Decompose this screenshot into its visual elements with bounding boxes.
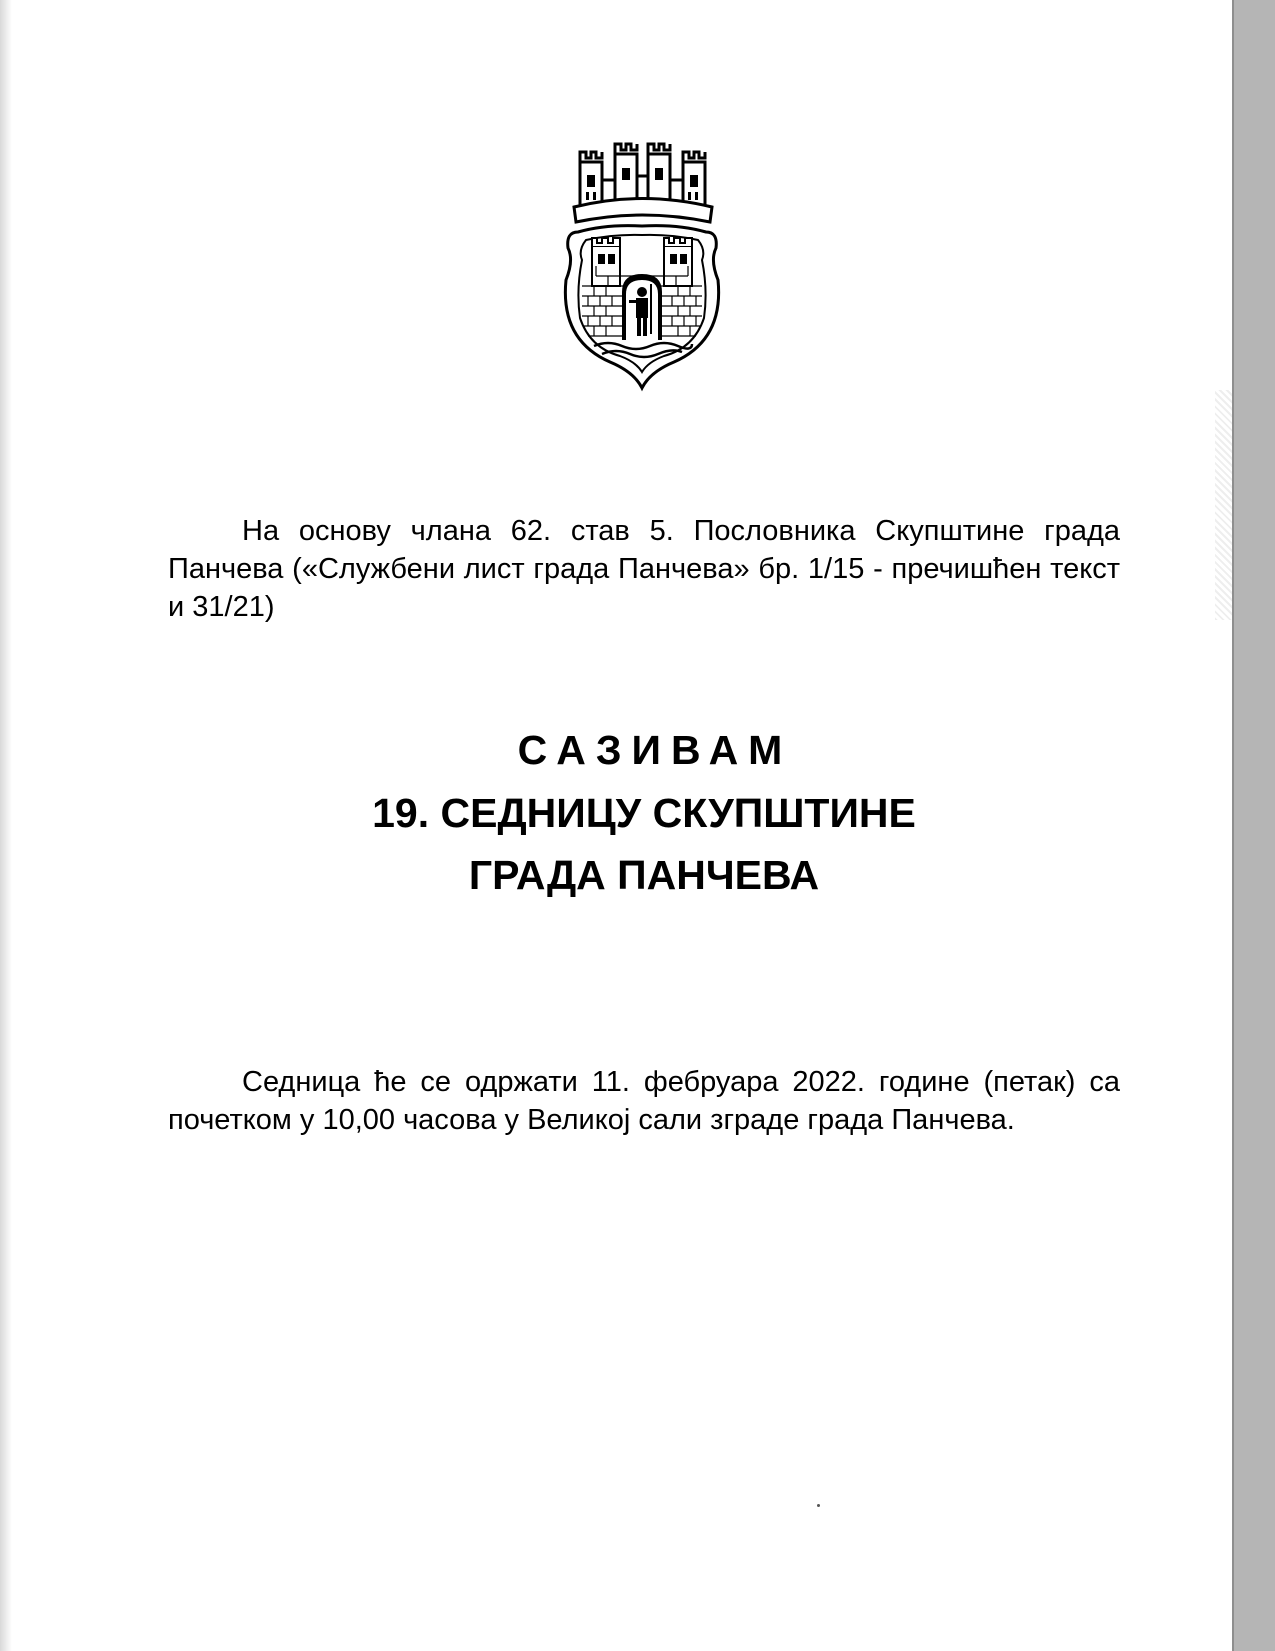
scan-speck [817, 1504, 820, 1507]
heading-city: ГРАДА ПАНЧЕВА [468, 852, 820, 898]
page-left-edge [0, 0, 12, 1651]
coat-of-arms-icon [560, 140, 724, 392]
page-right-edge [1232, 0, 1275, 1651]
session-notice-paragraph: Седница ће се одржати 11. фебруара 2022. године (петак) са почетком у 10,00 часова у Великој сали зграде града Панчева. [168, 1066, 1120, 1136]
preamble-paragraph: На основу члана 62. став 5. Пословника Скупштине града Панчева («Службени лист града Панчева» бр. 1/15 - пречишћен текст и 31/21) [168, 515, 1120, 623]
heading-convene: САЗИВАМ [517, 727, 793, 773]
heading-session: 19. СЕДНИЦУ СКУПШТИНЕ [372, 790, 916, 836]
